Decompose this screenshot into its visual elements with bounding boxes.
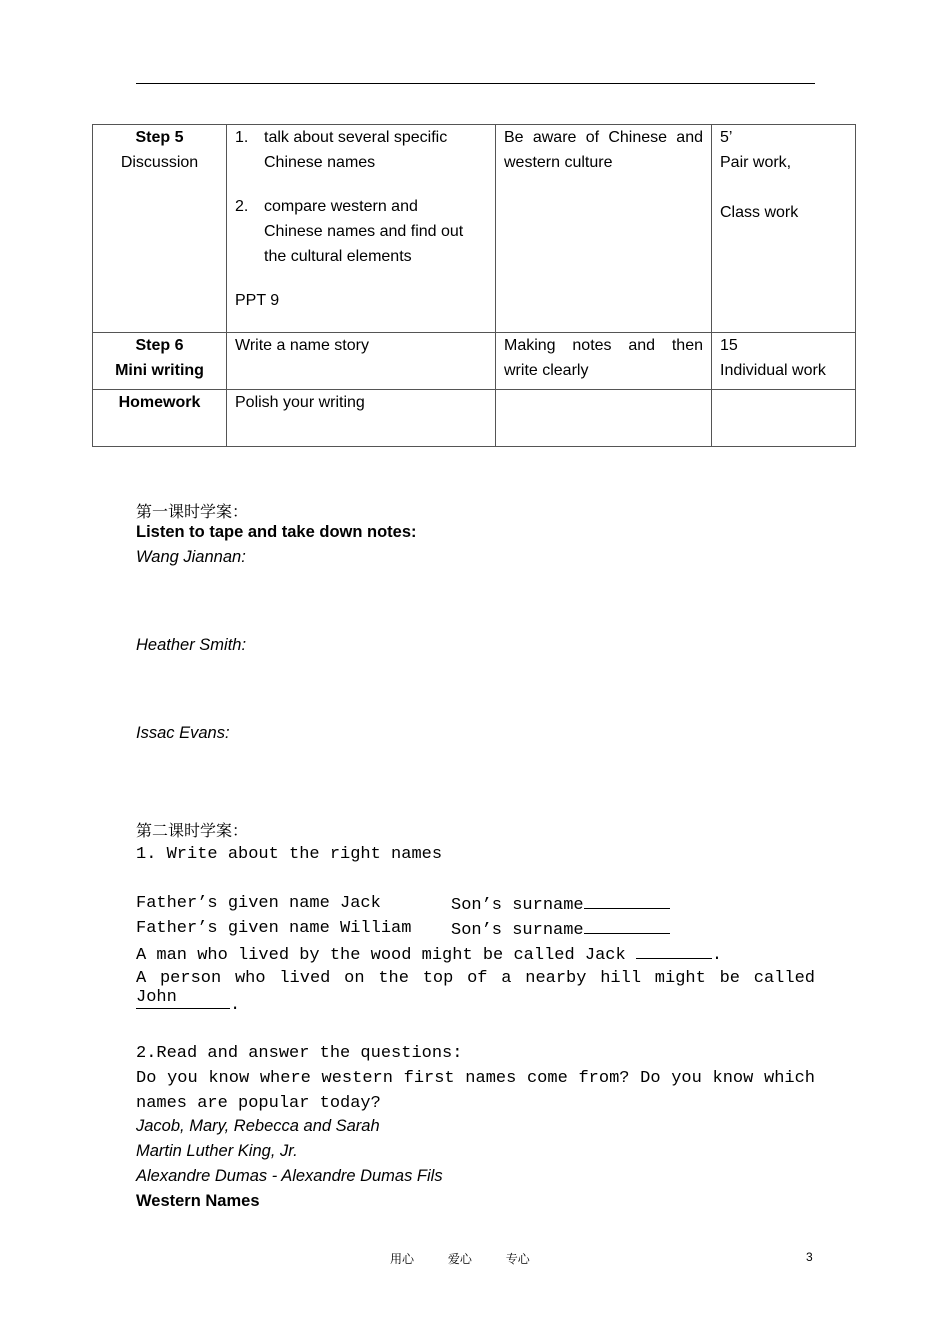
lesson2-heading: 第二课时学案： xyxy=(136,821,249,840)
table-row xyxy=(93,390,856,447)
question1-title: 1. Write about the right names xyxy=(136,845,443,864)
activity-text: Polish your writing xyxy=(235,394,365,411)
step-subtitle: Mini writing xyxy=(115,362,204,379)
spacer xyxy=(720,175,847,200)
step-subtitle: Discussion xyxy=(120,154,199,171)
note-name: Heather Smith: xyxy=(136,636,247,654)
step-title: Homework xyxy=(118,394,201,411)
answer-blank[interactable] xyxy=(584,894,670,909)
lesson1-instruction: Listen to tape and take down notes: xyxy=(136,523,417,541)
exercise-text: A man who lived by the wood might be called Jack xyxy=(136,946,626,965)
step-cell xyxy=(93,333,227,390)
page-number: 3 xyxy=(806,1250,813,1264)
footer-word: 用心 xyxy=(390,1252,415,1266)
footer-motto xyxy=(390,1250,560,1267)
exercise-line xyxy=(451,894,670,915)
aim-text: Be aware of Chinese and xyxy=(504,129,703,146)
footer-word: 专心 xyxy=(505,1252,530,1266)
time-value: 15 xyxy=(720,337,738,354)
header-rule xyxy=(136,83,815,84)
list-number: 2. xyxy=(235,198,249,215)
exercise-text: Father’s given name William xyxy=(136,919,412,938)
question2-text: Do you know where western first names come from? Do you know which xyxy=(136,1069,815,1088)
list-text: Chinese names and find out xyxy=(264,223,464,240)
list-item xyxy=(235,194,487,269)
time-mode-cell xyxy=(712,333,856,390)
time-value: 5’ xyxy=(720,129,733,146)
ppt-reference: PPT 9 xyxy=(235,292,280,309)
aim-text: Making notes and then xyxy=(504,337,703,354)
mode-text: Pair work, xyxy=(720,154,792,171)
answer-blank[interactable] xyxy=(636,944,712,959)
aim-text: western culture xyxy=(504,154,613,171)
exercise-line: A man who lived by the wood might be called Jack . xyxy=(136,946,723,965)
aim-cell xyxy=(496,390,712,447)
answer-blank[interactable] xyxy=(584,919,670,934)
exercise-line xyxy=(136,894,381,913)
activity-cell xyxy=(227,333,496,390)
activity-cell xyxy=(227,390,496,447)
list-item xyxy=(235,125,487,175)
list-text: compare western and xyxy=(264,198,418,215)
note-name: Issac Evans: xyxy=(136,724,230,742)
mode-text: Individual work xyxy=(720,362,826,379)
exercise-text: Father’s given name Jack xyxy=(136,894,381,913)
mode-text: Class work xyxy=(720,204,799,221)
list-number: 1. xyxy=(235,129,249,146)
section-title: Western Names xyxy=(136,1192,260,1210)
spacer xyxy=(235,269,487,288)
question2-text: names are popular today? xyxy=(136,1094,381,1113)
exercise-text: Son’s surname xyxy=(451,921,584,940)
example-name: Martin Luther King, Jr. xyxy=(136,1142,298,1160)
exercise-line xyxy=(136,919,411,938)
note-name: Wang Jiannan: xyxy=(136,548,246,566)
list-text: the cultural elements xyxy=(264,248,412,265)
activity-cell xyxy=(227,125,496,333)
list-text: talk about several specific xyxy=(264,129,448,146)
aim-cell xyxy=(496,125,712,333)
exercise-line: . xyxy=(136,994,240,1015)
lesson1-heading: 第一课时学案： xyxy=(136,502,249,521)
activity-text: Write a name story xyxy=(235,337,369,354)
exercise-line: A person who lived on the top of a nearby hill might be called John xyxy=(136,969,815,1007)
spacer xyxy=(235,175,487,194)
exercise-text: Son’s surname xyxy=(451,896,584,915)
example-name: Jacob, Mary, Rebecca and Sarah xyxy=(136,1117,380,1135)
table-row xyxy=(93,125,856,333)
exercise-line xyxy=(451,919,670,940)
aim-cell xyxy=(496,333,712,390)
lesson-plan-table xyxy=(92,124,856,447)
aim-text: write clearly xyxy=(504,362,589,379)
step-cell xyxy=(93,390,227,447)
question2-title: 2.Read and answer the questions: xyxy=(136,1044,463,1063)
list-text: Chinese names xyxy=(264,154,376,171)
step-title: Step 6 xyxy=(135,337,184,354)
step-title: Step 5 xyxy=(135,129,184,146)
footer-word: 爱心 xyxy=(447,1252,472,1266)
time-mode-cell xyxy=(712,125,856,333)
answer-blank[interactable] xyxy=(136,994,230,1009)
activity-list xyxy=(235,125,487,269)
step-cell xyxy=(93,125,227,333)
time-mode-cell xyxy=(712,390,856,447)
table-row xyxy=(93,333,856,390)
example-name: Alexandre Dumas - Alexandre Dumas Fils xyxy=(136,1167,443,1185)
